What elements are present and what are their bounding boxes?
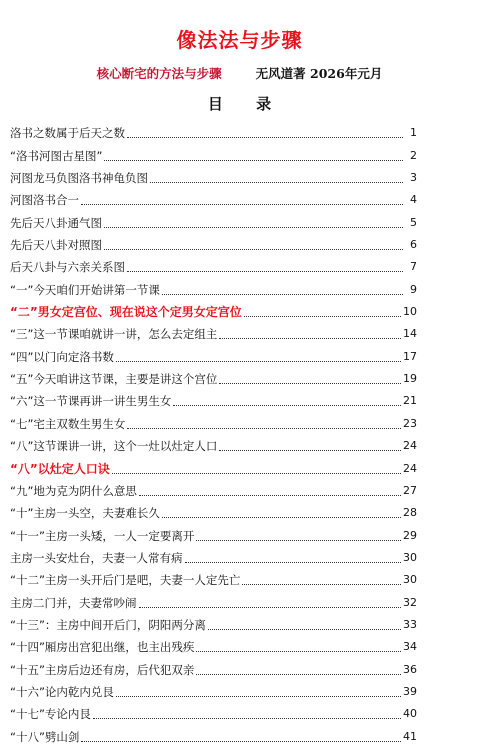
toc-entry-label: 主房二门并，夫妻常吵闹	[10, 595, 137, 610]
subtitle-author-date: 无风道著 2026年元月	[255, 66, 383, 81]
toc-entry-label: 河图龙马负图洛书神龟负图	[10, 171, 148, 186]
toc-entry[interactable]	[10, 502, 417, 524]
toc-dot-leader	[116, 696, 401, 697]
toc-entry-page-number: 30	[403, 550, 417, 564]
toc-entry[interactable]	[10, 189, 417, 211]
toc-entry-label: “五”今天咱讲这节课，主要是讲这个宫位	[10, 372, 218, 387]
toc-dot-leader	[196, 651, 401, 652]
toc-entry[interactable]	[10, 547, 417, 569]
toc-entry-label: 后天八卦与六亲关系图	[10, 260, 125, 275]
toc-entry-label: “九”地为克为阴什么意思	[10, 483, 137, 498]
toc-entry[interactable]	[10, 569, 417, 591]
toc-entry-page-number: 19	[403, 372, 417, 386]
toc-dot-leader	[219, 338, 401, 339]
toc-entry-label: “七”宅主双数生男生女	[10, 416, 126, 431]
toc-dot-leader	[219, 383, 401, 384]
toc-entry-page-number: 28	[403, 506, 417, 520]
toc-entry-page-number: 5	[410, 215, 417, 229]
toc-entry-page-number: 1	[410, 126, 417, 140]
toc-dot-leader	[104, 227, 403, 228]
document-subtitle	[0, 64, 479, 82]
toc-entry-page-number: 3	[410, 171, 417, 185]
toc-entry-page-number: 30	[403, 573, 417, 587]
toc-entry-label: 主房一头安灶台，夫妻一人常有病	[10, 550, 183, 565]
toc-entry-page-number: 33	[403, 617, 417, 631]
toc-entry[interactable]	[10, 122, 417, 144]
toc-entry[interactable]	[10, 368, 417, 390]
toc-entry[interactable]	[10, 211, 417, 233]
toc-dot-leader	[196, 540, 401, 541]
toc-entry[interactable]	[10, 725, 417, 747]
toc-dot-leader	[242, 584, 401, 585]
toc-entry-label: “六”这一节课再讲一讲生男生女	[10, 394, 172, 409]
toc-entry[interactable]	[10, 301, 417, 323]
toc-entry[interactable]	[10, 234, 417, 256]
toc-dot-leader	[127, 137, 403, 138]
toc-dot-leader	[162, 517, 401, 518]
toc-entry-page-number: 7	[410, 260, 417, 274]
subtitle-topic: 核心断宅的方法与步骤	[96, 66, 222, 81]
toc-entry[interactable]	[10, 144, 417, 166]
toc-dot-leader	[196, 674, 401, 675]
toc-entry-label: “十四”厢房出宫犯出继，也主出残疾	[10, 640, 195, 655]
toc-entry-page-number: 24	[403, 461, 417, 475]
toc-dot-leader	[208, 629, 401, 630]
toc-entry-label: 河图洛书合一	[10, 193, 79, 208]
table-of-contents	[10, 122, 417, 748]
toc-entry-label: “十三”：主房中间开后门，阴阳两分离	[10, 617, 206, 632]
toc-dot-leader	[116, 361, 401, 362]
toc-entry-label: “洛书河图古星图”	[10, 148, 103, 163]
toc-entry[interactable]	[10, 457, 417, 479]
toc-entry-page-number: 23	[403, 416, 417, 430]
toc-dot-leader	[112, 473, 401, 474]
toc-dot-leader	[162, 294, 403, 295]
toc-entry-label: “四”以门向定洛书数	[10, 349, 114, 364]
toc-dot-leader	[127, 428, 401, 429]
toc-dot-leader	[104, 160, 403, 161]
toc-entry[interactable]	[10, 703, 417, 725]
toc-entry-page-number: 40	[403, 707, 417, 721]
toc-entry-page-number: 4	[410, 193, 417, 207]
toc-entry-label: 先后天八卦对照图	[10, 238, 102, 253]
toc-entry-page-number: 39	[403, 684, 417, 698]
toc-entry[interactable]	[10, 278, 417, 300]
toc-entry[interactable]	[10, 524, 417, 546]
toc-dot-leader	[139, 607, 402, 608]
toc-entry[interactable]	[10, 256, 417, 278]
toc-entry-label: “十五”主房后边还有房，后代犯双亲	[10, 662, 195, 677]
toc-dot-leader	[244, 316, 401, 317]
toc-entry[interactable]	[10, 345, 417, 367]
toc-entry-label: “三”这一节课咱就讲一讲，怎么去定组主	[10, 327, 218, 342]
toc-dot-leader	[93, 718, 401, 719]
toc-entry-page-number: 41	[403, 729, 417, 743]
toc-entry-label: “十二”主房一头开后门是吧，夫妻一人定先亡	[10, 573, 241, 588]
toc-entry-label: “十七”专论内艮	[10, 707, 91, 722]
toc-entry-page-number: 27	[403, 483, 417, 497]
toc-entry-label: 先后天八卦通气图	[10, 215, 102, 230]
toc-entry[interactable]	[10, 390, 417, 412]
toc-entry-label: 洛书之数属于后天之数	[10, 126, 125, 141]
toc-entry-label: “十”主房一头空，夫妻难长久	[10, 506, 160, 521]
toc-entry-label: “十一”主房一头矮，一人一定要离开	[10, 528, 195, 543]
toc-entry[interactable]	[10, 636, 417, 658]
toc-entry-label: “十六”论内乾内兑艮	[10, 684, 114, 699]
toc-entry-label: “二”男女定宫位、现在说这个定男女定宫位	[10, 305, 242, 320]
toc-entry[interactable]	[10, 323, 417, 345]
toc-entry-page-number: 24	[403, 439, 417, 453]
toc-entry[interactable]	[10, 167, 417, 189]
toc-entry-label: “八”这节课讲一讲，这个一灶以灶定人口	[10, 439, 218, 454]
toc-entry-page-number: 9	[410, 282, 417, 296]
toc-entry-label: “十八”劈山剑	[10, 729, 80, 744]
toc-entry[interactable]	[10, 480, 417, 502]
toc-entry[interactable]	[10, 658, 417, 680]
toc-entry[interactable]	[10, 614, 417, 636]
toc-entry-page-number: 14	[403, 327, 417, 341]
toc-dot-leader	[81, 204, 403, 205]
toc-entry[interactable]	[10, 412, 417, 434]
toc-dot-leader	[150, 182, 403, 183]
toc-entry-page-number: 36	[403, 662, 417, 676]
toc-dot-leader	[173, 405, 401, 406]
toc-dot-leader	[104, 249, 403, 250]
toc-heading: 目 录	[207, 95, 286, 113]
toc-entry-page-number: 21	[403, 394, 417, 408]
toc-dot-leader	[127, 271, 403, 272]
document-title: 像法法与步骤	[176, 28, 303, 52]
toc-dot-leader	[185, 562, 402, 563]
toc-entry[interactable]	[10, 591, 417, 613]
toc-entry-page-number: 17	[403, 349, 417, 363]
toc-entry-label: “八”以灶定人口诀	[10, 461, 110, 476]
toc-entry[interactable]	[10, 681, 417, 703]
toc-entry-page-number: 29	[403, 528, 417, 542]
toc-dot-leader	[139, 495, 401, 496]
toc-entry-page-number: 2	[410, 148, 417, 162]
toc-entry-page-number: 10	[403, 305, 417, 319]
toc-entry-page-number: 34	[403, 640, 417, 654]
toc-dot-leader	[219, 450, 401, 451]
toc-entry[interactable]	[10, 435, 417, 457]
toc-entry-page-number: 6	[410, 238, 417, 252]
toc-entry-label: “一”今天咱们开始讲第一节课	[10, 282, 160, 297]
toc-dot-leader	[81, 741, 401, 742]
toc-entry-page-number: 32	[403, 595, 417, 609]
